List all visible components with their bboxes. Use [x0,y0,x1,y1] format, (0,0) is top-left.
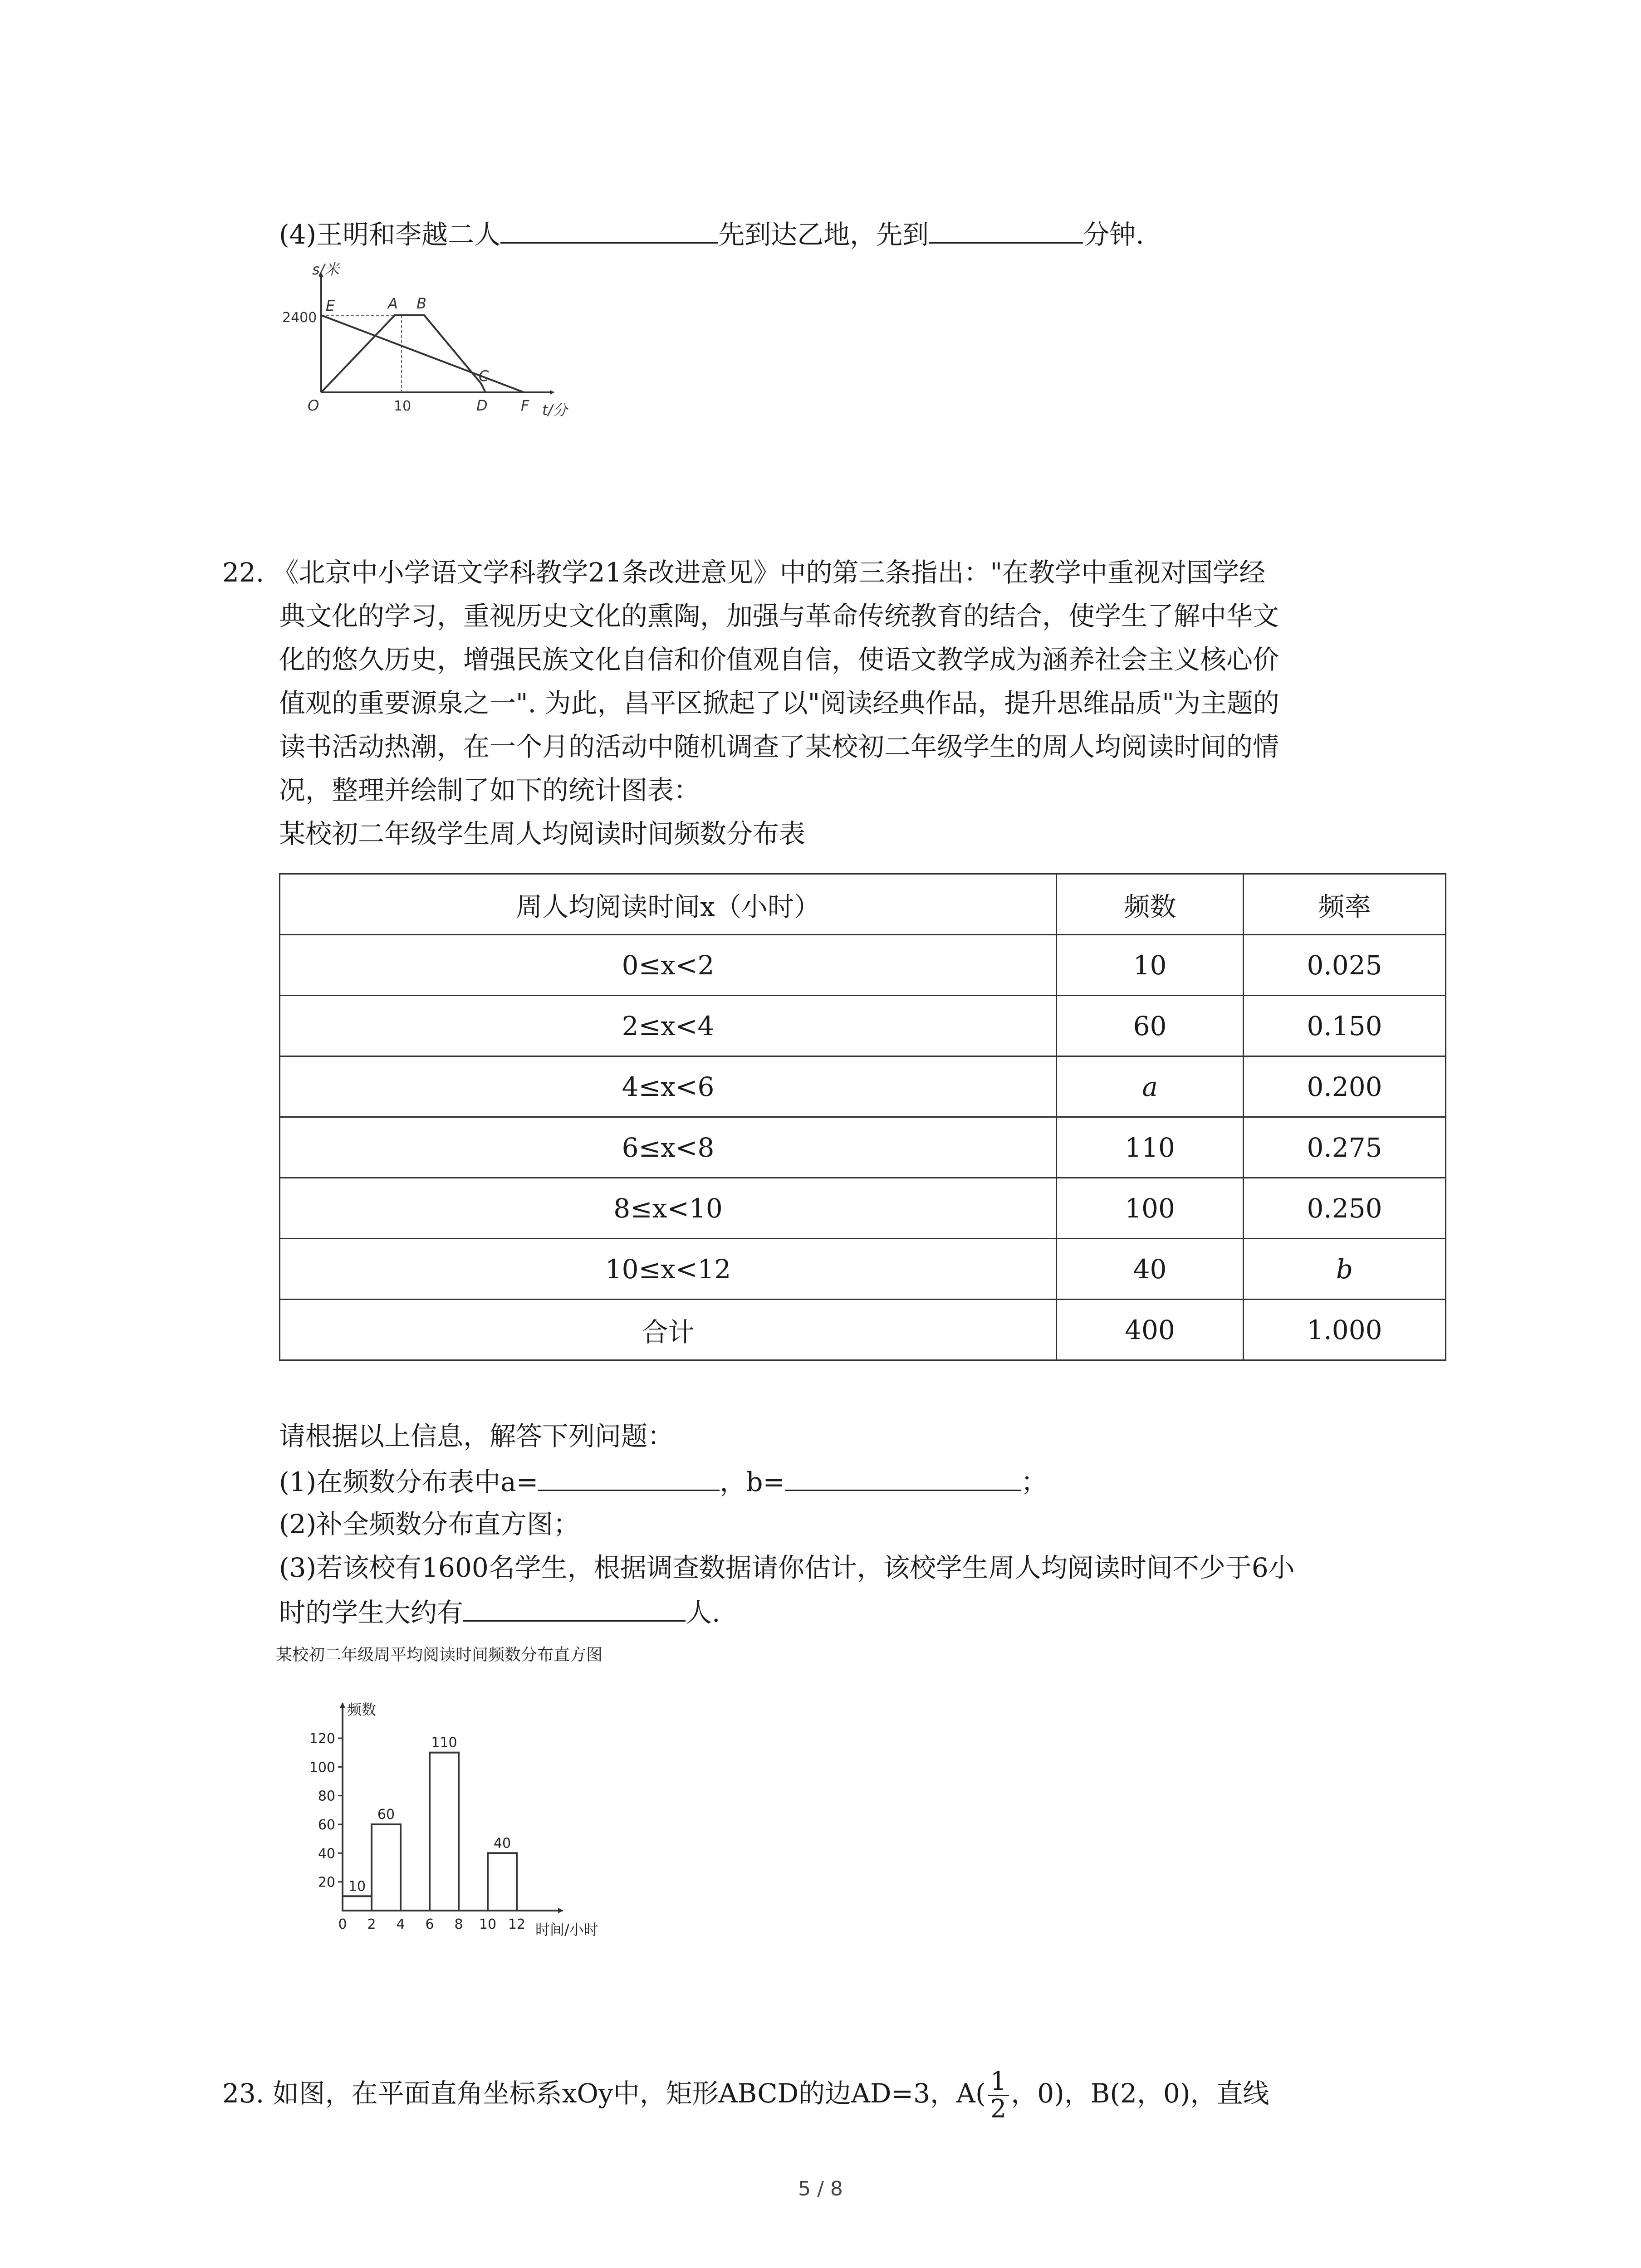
point-a: A [388,295,398,312]
y-axis-label: 频数 [347,1701,377,1718]
table-cell-rate: 0.200 [1244,1056,1446,1117]
y-tick-label: 20 [318,1874,335,1891]
y-tick-label: 80 [318,1788,335,1804]
table-header-cell: 频数 [1057,874,1244,935]
table-row [280,1178,1446,1239]
x-tick-group [338,1916,525,1932]
y-tick-label: 120 [309,1731,335,1747]
q22-sub1-text-a: (1)在频数分布表中a= [279,1466,539,1497]
table-header-cell: 频率 [1244,874,1446,935]
q21-part4-text-c: 分钟. [1083,219,1144,250]
q22-sub2: (2)补全频数分布直方图； [279,1509,580,1540]
q23-line [222,2064,1269,2123]
table-cell-rate: 0.025 [1244,935,1446,996]
q22-sub1 [279,1464,1047,1498]
x-axis-label: 时间/小时 [535,1921,598,1938]
q21-part4-text-b: 先到达乙地，先到 [718,219,929,250]
q22-prompt: 请根据以上信息，解答下列问题： [279,1421,674,1452]
fraction-numerator: 1 [988,2068,1009,2096]
table-cell-count: 60 [1057,996,1244,1056]
table-cell-rate: b [1244,1239,1446,1300]
table-row [280,996,1446,1056]
q22-sub3a: (3)若该校有1600名学生，根据调查数据请你估计，该校学生周人均阅读时间不少于6小 [279,1552,1295,1583]
y-axis-label: s/米 [312,261,339,278]
x-axis-label: t/分 [542,401,568,419]
point-f: F [521,397,529,414]
distance-time-graph [272,261,581,429]
q22-para-2: 典文化的学习，重视历史文化的熏陶，加强与革命传统教育的结合，使学生了解中华文 [279,601,1279,631]
q22-sub3b-text-a: 时的学生大约有 [279,1597,464,1628]
table-cell-range: 6≤x<8 [280,1117,1057,1178]
q22-para-5: 读书活动热潮，在一个月的活动中随机调查了某校初二年级学生的周人均阅读时间的情 [279,731,1279,762]
point-o: O [308,397,319,414]
x-tick-label: 6 [425,1916,434,1932]
point-c: C [479,367,489,385]
q22-para-1: 22. 《北京中小学语文学科教学21条改进意见》中的第三条指出："在教学中重视对国学经 [222,557,1266,588]
table-row [280,1239,1446,1300]
table-cell-count: a [1057,1056,1244,1117]
histogram-chart [272,1642,771,1950]
path-oabcd [321,315,485,392]
path-ef [321,315,524,392]
bar-value-label: 110 [431,1735,457,1751]
table-header-row [280,874,1446,935]
q22-sub3b-text-b: 人. [686,1597,720,1628]
table-cell-count: 100 [1057,1178,1244,1239]
y-tick-label: 100 [309,1760,335,1776]
table-cell-count: 10 [1057,935,1244,996]
table-total-row [280,1300,1446,1360]
q23-text-a: 23. 如图，在平面直角坐标系xOy中，矩形ABCD的边AD=3，A( [222,2078,986,2109]
q22-para-4: 值观的重要源泉之一". 为此，昌平区掀起了以"阅读经典作品，提升思维品质"为主题的 [279,688,1279,719]
bar-value-label: 10 [348,1878,366,1895]
chart-title: 某校初二年级周平均阅读时间频数分布直方图 [276,1646,603,1664]
table-title: 某校初二年级学生周人均阅读时间频数分布表 [279,818,806,849]
table-cell-range: 4≤x<6 [280,1056,1057,1117]
table-row [280,935,1446,996]
point-b: B [416,295,426,312]
bar-value-label: 40 [493,1835,511,1852]
x-tick-label: 8 [454,1916,463,1932]
answer-blank[interactable] [929,217,1083,244]
table-cell-range: 8≤x<10 [280,1178,1057,1239]
q21-part4-line [279,217,1144,251]
y-tick-group [309,1731,343,1891]
table-cell-range: 0≤x<2 [280,935,1057,996]
x-tick-label: 10 [479,1916,497,1932]
table-row [280,1056,1446,1117]
answer-blank[interactable] [463,1595,686,1622]
q22-para-6: 况，整理并绘制了如下的统计图表： [279,775,700,806]
table-header-cell: 周人均阅读时间x（小时） [280,874,1057,935]
x-tick-10: 10 [394,398,411,414]
x-tick-label: 4 [396,1916,405,1932]
y-tick-2400: 2400 [282,310,317,326]
table-cell-count: 40 [1057,1239,1244,1300]
histogram-bar [488,1853,517,1911]
table-cell-rate: 1.000 [1244,1300,1446,1360]
histogram-bar [372,1824,401,1911]
table-cell-rate: 0.150 [1244,996,1446,1056]
table-cell-range: 合计 [280,1300,1057,1360]
table-cell-range: 10≤x<12 [280,1239,1057,1300]
bar-value-label: 60 [377,1807,395,1823]
y-tick-label: 60 [318,1817,335,1833]
table-cell-count: 400 [1057,1300,1244,1360]
answer-blank[interactable] [785,1464,1021,1491]
table-cell-count: 110 [1057,1117,1244,1178]
point-d: D [476,397,488,414]
q22-sub1-text-c: ； [1021,1466,1048,1497]
x-tick-label: 2 [367,1916,376,1932]
q23-text-b: ，0)，B(2，0)，直线 [1011,2078,1269,2109]
q22-sub3b [279,1595,720,1629]
answer-blank[interactable] [538,1464,720,1491]
table-cell-range: 2≤x<4 [280,996,1057,1056]
point-e: E [326,297,335,314]
x-tick-label: 0 [338,1916,347,1932]
answer-blank[interactable] [500,217,718,244]
page-number: 5 / 8 [798,2177,843,2200]
bar-group [343,1735,517,1911]
frequency-table [279,873,1446,1361]
table-cell-rate: 0.250 [1244,1178,1446,1239]
q22-para-3: 化的悠久历史，增强民族文化自信和价值观自信，使语文教学成为涵养社会主义核心价 [279,644,1279,675]
histogram-bar [343,1896,372,1911]
fraction-one-half [988,2068,1009,2122]
histogram-bar [430,1753,459,1911]
table-row [280,1117,1446,1178]
q22-sub1-text-b: ，b= [720,1466,785,1497]
y-tick-label: 40 [318,1846,335,1862]
table-cell-rate: 0.275 [1244,1117,1446,1178]
q21-part4-text-a: (4)王明和李越二人 [279,219,501,250]
fraction-denominator: 2 [990,2094,1007,2124]
x-tick-label: 12 [508,1916,526,1932]
